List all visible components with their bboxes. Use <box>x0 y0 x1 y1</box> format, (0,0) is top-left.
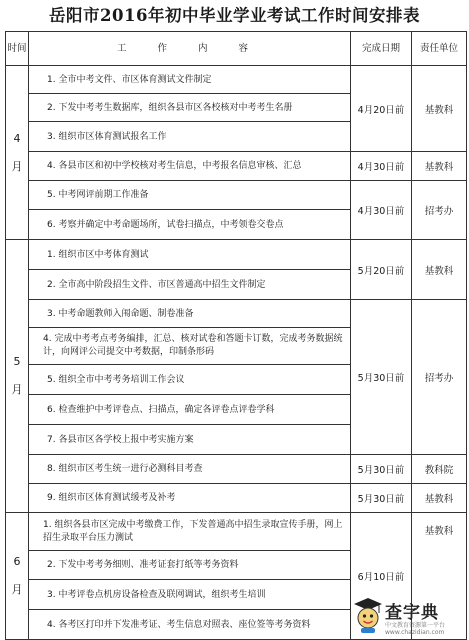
unit-cell: 招考办 <box>412 181 467 240</box>
deadline-cell: 6月10日前 <box>351 513 412 640</box>
list-item: 9. 组织市区体育测试缓考及补考 <box>29 484 351 513</box>
list-item: 4. 各县市区和初中学校核对考生信息，中考报名信息审核、汇总 <box>29 152 351 181</box>
list-item: 6. 考察并确定中考命题场所，试卷扫描点，中考领卷交卷点 <box>29 210 351 240</box>
header-deadline: 完成日期 <box>351 32 412 66</box>
table-row <box>6 66 467 94</box>
list-item: 5. 中考网评前期工作准备 <box>29 181 351 210</box>
site-logo <box>353 596 463 636</box>
list-item: 1. 组织各县市区完成中考缴费工作，下发普通高中招生录取宣传手册，网上招生录取平台压力测试 <box>29 513 351 551</box>
graduate-mascot-icon <box>353 596 383 634</box>
list-item: 4. 完成中考考点考务编排，汇总、核对试卷和答题卡订数，完成考务数据统计，向网评公司提交中考数据，印制条形码 <box>29 328 351 365</box>
unit-cell: 基教科 <box>412 152 467 181</box>
unit-cell: 教科院 <box>412 455 467 484</box>
list-item: 1. 全市中考文件、市区体育测试文件制定 <box>29 66 351 94</box>
unit-cell: 基教科 <box>412 66 467 152</box>
deadline-cell: 4月30日前 <box>351 152 412 181</box>
table-row <box>6 484 467 513</box>
unit-cell: 招考办 <box>412 300 467 455</box>
table-row <box>6 240 467 270</box>
unit-cell: 基教科 <box>412 513 467 640</box>
list-item: 3. 中考评卷点机房设备检查及联网调试，组织考生培训 <box>29 580 351 610</box>
deadline-cell: 4月20日前 <box>351 66 412 152</box>
table-row <box>6 181 467 210</box>
table-row <box>6 152 467 181</box>
deadline-cell: 5月30日前 <box>351 300 412 455</box>
list-item: 6. 检查维护中考评卷点、扫描点，确定各评卷点评卷学科 <box>29 395 351 425</box>
list-item: 4. 各考区打印并下发准考证、考生信息对照表、座位签等考务资料 <box>29 610 351 640</box>
month-june: 6 月 <box>6 513 29 640</box>
list-item: 2. 下发中考考生数据库，组织各县市区各校核对中考考生名册 <box>29 94 351 122</box>
deadline-cell: 5月30日前 <box>351 455 412 484</box>
list-item: 3. 组织市区体育测试报名工作 <box>29 122 351 152</box>
list-item: 7. 各县市区各学校上报中考实施方案 <box>29 425 351 455</box>
header-row <box>6 32 467 66</box>
deadline-cell: 5月20日前 <box>351 240 412 300</box>
page-title: 岳阳市2016年初中毕业学业考试工作时间安排表 <box>49 6 420 25</box>
deadline-cell: 5月30日前 <box>351 484 412 513</box>
unit-cell: 基教科 <box>412 240 467 300</box>
header-unit: 责任单位 <box>412 32 467 66</box>
list-item: 3. 中考命题教师入闱命题、制卷准备 <box>29 300 351 328</box>
list-item: 8. 组织市区考生统一进行必测科目考查 <box>29 455 351 484</box>
unit-cell: 基教科 <box>412 484 467 513</box>
logo-url: 中文教育资源第一平台 www.chazidian.com <box>385 622 446 636</box>
list-item: 2. 下发中考考务细则、准考证套打纸等考务资料 <box>29 551 351 580</box>
logo-text: 查字典 <box>385 603 439 623</box>
table-row <box>6 513 467 551</box>
month-may: 5 月 <box>6 240 29 513</box>
deadline-cell: 4月30日前 <box>351 181 412 240</box>
list-item: 5. 组织全市中考考务培训工作会议 <box>29 365 351 395</box>
month-april: 4 月 <box>6 66 29 240</box>
header-time: 时间 <box>6 32 29 66</box>
table-row <box>6 455 467 484</box>
list-item: 2. 全市高中阶段招生文件、市区普通高中招生文件制定 <box>29 270 351 300</box>
header-content: 工 作 内 容 <box>29 32 351 66</box>
schedule-table <box>5 31 467 640</box>
table-row <box>6 300 467 328</box>
list-item: 1. 组织市区中考体育测试 <box>29 240 351 270</box>
